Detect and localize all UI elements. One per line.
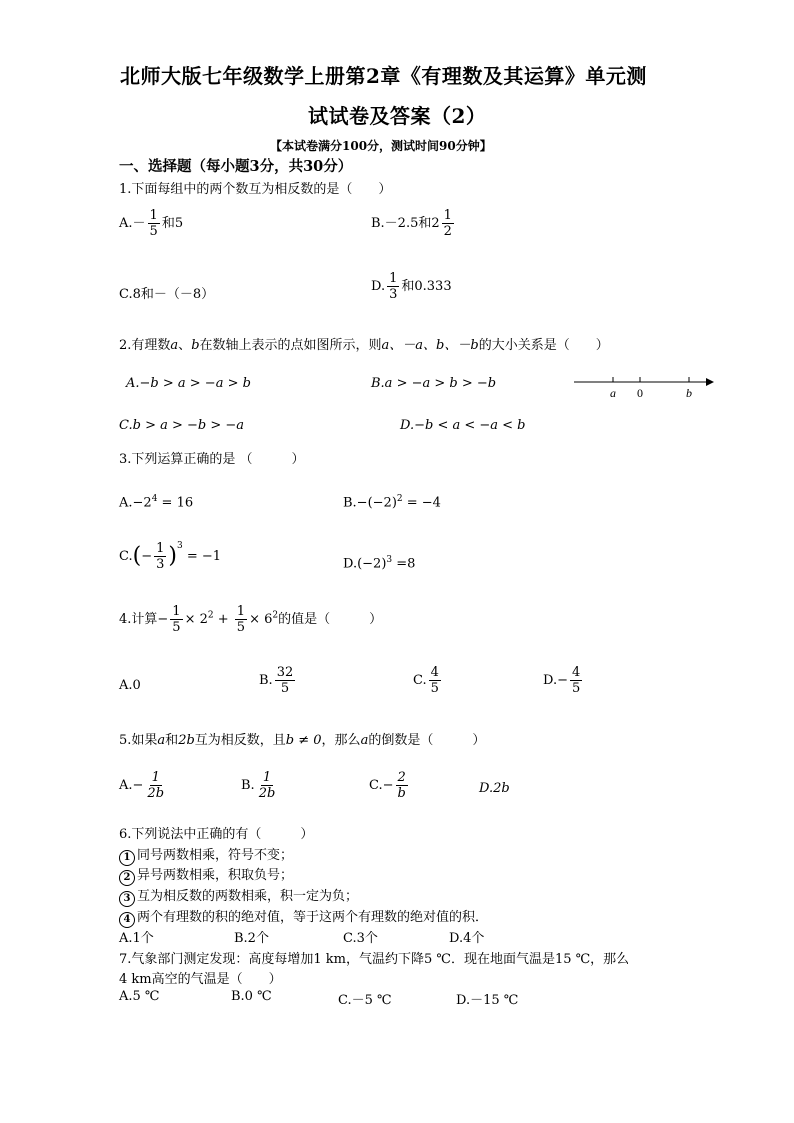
number-line-figure: [570, 370, 720, 402]
q7-option-c: C.－5 ℃: [338, 993, 392, 1008]
q1-b-fraction: $\frac{1}{2}$: [443, 208, 452, 239]
q2-option-a: A.−b > a > −a > b: [126, 376, 251, 391]
q3-c-fraction: $\frac{1}{3}$: [156, 541, 165, 572]
q4-option-c: C. $\frac{4}{5}$: [413, 665, 439, 696]
q2-option-b: B.a > −a > b > −b: [371, 376, 497, 391]
q5-option-a: A.− $\frac{1}{2b}$: [119, 770, 165, 801]
question-1-stem: 1.下面每组中的两个数互为相反数的是（ ）: [119, 182, 392, 197]
question-7-line1: 7.气象部门测定发现：高度每增加1 km，气温约下降5 ℃．现在地面气温是15 ℃，那么: [119, 952, 630, 967]
q6-statement-4: 4 两个有理数的积的绝对值，等于这两个有理数的绝对值的积．: [119, 906, 488, 928]
q1-option-b: B.－2.5和2 $\frac{1}{2}$: [371, 208, 452, 239]
q4-fraction-2: $\frac{1}{5}$: [236, 604, 246, 635]
label-b: b: [686, 386, 692, 400]
section-heading: 一、选择题（每小题3分，共30分）: [119, 158, 353, 175]
q7-option-d: D.－15 ℃: [456, 993, 519, 1008]
question-4-stem: 4.计算− $\frac{1}{5}$ × $2^2$ + $\frac{1}{5}$ × $6^2$的值是（ ）: [119, 604, 383, 635]
label-zero: 0: [637, 386, 643, 400]
q6-option-b: B.2个: [234, 931, 269, 946]
question-7-line2: 4 km高空的气温是（ ）: [119, 972, 282, 987]
q5-option-c: C.− $\frac{2}{b}$: [369, 770, 406, 801]
q6-statement-1: 1 同号两数相乘，符号不变；: [119, 844, 293, 866]
page-title-line2: 试试卷及答案（2）: [308, 104, 487, 128]
q3-option-d: $D.(-2)^3 =8$: [343, 555, 416, 572]
q4-b-fraction: $\frac{32}{5}$: [276, 665, 294, 696]
q1-d-fraction: $\frac{1}{3}$: [389, 271, 398, 302]
q4-fraction-1: $\frac{1}{5}$: [172, 604, 181, 635]
question-2-stem: 2.有理数a、b在数轴上表示的点如图所示，则a、－a、b、－b的大小关系是（ ）: [119, 338, 609, 353]
q3-option-a: $A.-2^4 = 16$: [119, 494, 194, 511]
q4-option-d: D.− $\frac{4}{5}$: [543, 665, 581, 696]
q4-d-fraction: $\frac{4}{5}$: [571, 665, 581, 696]
q1-option-d: D. $\frac{1}{3}$ 和0.333: [371, 271, 452, 302]
q4-option-a: A.0: [119, 678, 141, 693]
page-title-line1: 北师大版七年级数学上册第2章《有理数及其运算》单元测: [120, 64, 647, 88]
q5-option-d: D.2b: [479, 781, 510, 796]
q5-option-b: B. $\frac{1}{2b}$: [241, 770, 276, 801]
q4-option-b: B. $\frac{32}{5}$: [259, 665, 294, 696]
q6-option-d: D.4个: [449, 931, 485, 946]
question-3-stem: 3.下列运算正确的是 （ ）: [119, 452, 305, 467]
q3-option-b: $B.-(-2)^2 = -4$: [343, 494, 441, 511]
q1-option-a: A.－ $\frac{1}{5}$ 和5: [119, 208, 184, 239]
q1-option-c: C.8和－（－8）: [119, 287, 215, 302]
q2-option-d: D.−b < a < −a < b: [400, 418, 526, 433]
number-line-arrow: [706, 378, 714, 386]
q1-a-fraction: $\frac{1}{5}$: [149, 208, 158, 239]
question-6-stem: 6.下列说法中正确的有（ ）: [119, 827, 314, 842]
q5-a-fraction: $\frac{1}{2b}$: [147, 770, 165, 801]
q6-option-c: C.3个: [343, 931, 378, 946]
q7-option-a: A.5 ℃: [119, 989, 160, 1004]
q3-option-c: C.(− $\frac{1}{3}$ )$^3$ = −1: [119, 541, 222, 572]
q7-option-b: B.0 ℃: [231, 989, 272, 1004]
exam-note: 【本试卷满分100分，测试时间90分钟】: [270, 139, 492, 153]
q2-option-c: C.b > a > −b > −a: [119, 418, 245, 433]
q6-statement-3: 3 互为相反数的两数相乘，积一定为负；: [119, 885, 358, 907]
q5-c-fraction: $\frac{2}{b}$: [397, 770, 406, 801]
q5-b-fraction: $\frac{1}{2b}$: [258, 770, 276, 801]
label-a: a: [610, 386, 616, 400]
q6-statement-2: 2 异号两数相乘，积取负号；: [119, 864, 293, 886]
q4-c-fraction: $\frac{4}{5}$: [430, 665, 439, 696]
q6-option-a: A.1个: [119, 931, 154, 946]
question-5-stem: 5.如果a和2b互为相反数，且b ≠ 0，那么a的倒数是（ ）: [119, 733, 486, 748]
